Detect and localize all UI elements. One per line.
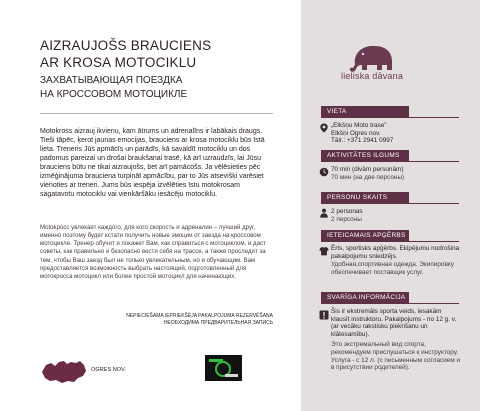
map-label: OGRES NOV. (91, 367, 126, 373)
section-line-personu (321, 203, 459, 204)
page-title (40, 37, 280, 71)
persons-ru: 2 персоны (331, 215, 362, 223)
duration-lv: 70 min (divām personām) (331, 166, 404, 173)
section-line-apgerbs (321, 241, 459, 242)
title-divider (40, 113, 273, 114)
booking-notice-ru: НЕОБХОДИМА ПРЕДВАРИТЕЛЬНАЯ ЗАПИСЬ (163, 320, 273, 326)
important-lv: Šis ir ekstremāls sporta veids, iesakām klausīt instruktoru. Pakalpojums - no 12 g. v. (ar vecāku rakstisku piekrišanu un klātesamību). (331, 308, 457, 338)
description-lv: Motokross aizrauj ikvienu, kam ātrums un adrenalīns ir labākais draugs. Tieši tāpēc, ķerot jaunas emocijas, brauciens ar krosa motociklu būs īstā lieta. Treneris Jūs apmācīs un parādīs, kā savaldīt motociklu un dos padomus pareizai un drošai braukšanai trasē, kā arī uzraudzīs, lai Jūsu brauciens būtu ne tikai aizraujošs, bet arī pamācošs. Ja vēlēsieties pēc izmēģinājuma brauciena turpināt apmācību, par to Jūs atsevišķi varēsiet vienoties ar treneri. Jums būs iespēja izvēlēties īstu motokrosam sagatavotu motociklu vai vienkāršāku iesācēju motociklu. (40, 128, 265, 199)
title-lv-line-1: AIZRAUJOŠS BRAUCIENS (40, 38, 212, 53)
section-line-vieta (321, 117, 459, 118)
clothing-info (331, 245, 461, 276)
title-lv-line-2: AR KROSA MOTOCIKLU (40, 55, 197, 70)
section-heading-svariga: SVARĪGA INFORMĀCIJA (321, 292, 409, 304)
section-heading-personu: PERSONU SKAITS (321, 192, 409, 204)
description-ru: Motokросс увлекает каждого, для кого скорость и адреналин – лучший друг, именно поэтому будет кстати получить новые эмоции от заезда на кроссовом мотоцикле. Тренер обучит и покажет Вам, как справиться с мотоциклом, и даст советы, как правильно и безопасно вести себя на трассе, а также проследит за тем, чтобы Ваш заезд был не только увлекательным, но и обучающим. Вам предоставляется возможность выбрать настоящий, подготовленный для мотокросса мотоцикл или более простой мотоцикл для начинающих. (40, 224, 266, 280)
latvia-map-icon (40, 356, 88, 384)
important-ru: Это экстремальный вид спорта, рекомендуем прислушаться к инструктору. Услуга - с 12 л. (с письменным согласием и в присутствии родителей). (331, 341, 461, 372)
location-place: Elkšņi Ogres nov. (331, 129, 381, 137)
booking-notice-lv: NEPIECIEŠAMA IEPRIEKŠĒJA PAKALPOJUMA REZERVĒŠANA (126, 313, 273, 319)
clothing-lv: Ērts, sportisks apģērbs. Ekipējumu nodrošina pakalpojumu sniedzējs. (331, 245, 460, 260)
warning-icon (319, 310, 329, 320)
location-name: „Elkšņu Moto trase” (331, 122, 387, 129)
person-icon (319, 208, 329, 218)
persons-info (331, 208, 461, 223)
title-ru-line-1: ЗАХВАТЫВАЮЩАЯ ПОЕЗДКА (40, 75, 183, 86)
persons-lv: 2 personas (331, 208, 363, 215)
brand-name: lieliska dāvana (341, 71, 404, 81)
partner-logo (205, 355, 242, 381)
important-info (331, 308, 461, 372)
location-info (331, 122, 461, 145)
clock-icon (319, 167, 329, 177)
shirt-icon (319, 246, 329, 256)
title-ru-line-2: НА КРОССОВОМ МОТОЦИКЛЕ (40, 89, 188, 100)
duration-ru: 70 мин (на две персоны) (331, 173, 405, 181)
section-heading-apgerbs: IETEICAMAIS APĢĒRBS (321, 230, 409, 242)
location-phone: Tālr.: +371 2941 0997 (331, 137, 394, 145)
clothing-ru: Удобная,спортивная одежда. Экипировку обеспечивает поставщик услуг. (331, 261, 454, 276)
map-pin-icon (319, 123, 329, 133)
duration-info (331, 166, 461, 181)
section-heading-ilgums: AKTIVITĀTES ILGUMS (321, 150, 409, 162)
section-line-svariga (321, 303, 459, 304)
page-subtitle (40, 74, 280, 102)
section-line-ilgums (321, 161, 459, 162)
section-heading-vieta: VIETA (321, 106, 409, 118)
